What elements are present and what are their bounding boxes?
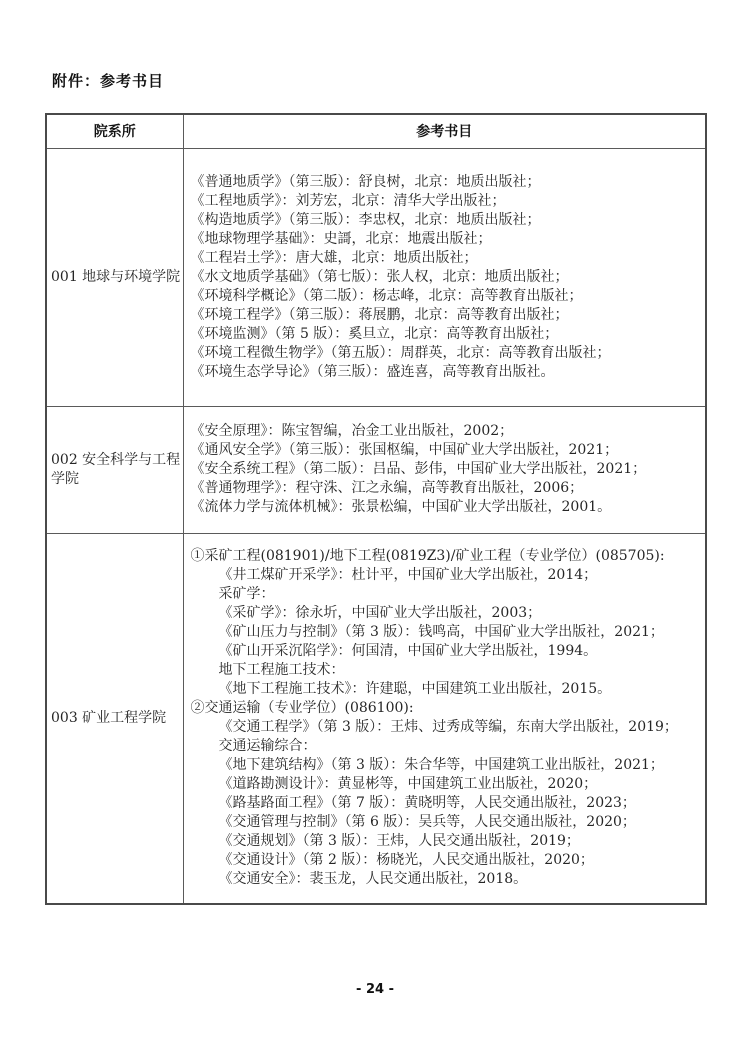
book-line: 《安全原理》：陈宝智编，冶金工业出版社，2002； (190, 423, 514, 439)
book-line: 《交通规划》（第 3 版）：王炜，人民交通出版社，2019； (218, 833, 580, 850)
attachment-title: 附件：参考书目 (52, 72, 165, 90)
book-line: 《交通设计》（第 2 版）：杨晓光，人民交通出版社，2020； (218, 852, 594, 869)
book-line: 《交通管理与控制》（第 6 版）：吴兵等，人民交通出版社，2020； (218, 814, 636, 831)
book-line: 《矿山开采沉陷学》：何国清，中国矿业大学出版社，1994。 (218, 643, 598, 660)
book-line: 《交通工程学》（第 3 版）：王炜、过秀成等编，东南大学出版社，2019； (218, 719, 678, 736)
table-row (46, 148, 706, 406)
department-cell: 001 地球与环境学院 (46, 148, 183, 406)
col-header-department: 院系所 (46, 114, 183, 148)
col-header-books: 参考书目 (183, 114, 706, 148)
books-cell (183, 148, 706, 406)
book-line: 《地球物理学基础》：史謌，北京：地震出版社； (190, 230, 492, 247)
book-line: 《环境工程学》（第三版）：蒋展鹏，北京：高等教育出版社； (190, 306, 569, 323)
book-line: 《工程岩土学》：唐大雄，北京：地质出版社； (190, 249, 478, 266)
book-line: ②交通运输（专业学位）(086100): (190, 700, 414, 717)
department-cell: 002 安全科学与工程学院 (46, 406, 183, 533)
book-line: 《地下工程施工技术》：许建聪，中国建筑工业出版社，2015。 (218, 681, 612, 698)
book-line: 《环境生态学导论》（第三版）：盛连喜，高等教育出版社。 (190, 363, 555, 380)
page-number: - 24 - (356, 982, 394, 997)
book-line: 《交通安全》：裴玉龙，人民交通出版社，2018。 (218, 871, 528, 888)
table-body (46, 148, 706, 904)
book-line: 《流体力学与流体机械》：张景松编，中国矿业大学出版社，2001。 (190, 499, 612, 515)
table-header-row (46, 114, 706, 148)
book-line: 《采矿学》：徐永圻，中国矿业大学出版社，2003； (218, 605, 542, 622)
book-line: ①采矿工程(081901)/地下工程(0819Z3)/矿业工程（专业学位）(085705): (190, 548, 665, 565)
table-row (46, 406, 706, 533)
book-line: 《环境科学概论》（第二版）：杨志峰，北京：高等教育出版社； (190, 287, 583, 304)
book-line: 《地下建筑结构》（第 3 版）：朱合华等，中国建筑工业出版社，2021； (218, 757, 664, 774)
book-line: 《环境工程微生物学》（第五版）：周群英，北京：高等教育出版社； (190, 344, 611, 361)
book-line: 《普通地质学》（第三版）：舒良树，北京：地质出版社； (190, 173, 541, 190)
book-line: 《路基路面工程》（第 7 版）：黄晓明等，人民交通出版社，2023； (218, 795, 636, 812)
table-row (46, 533, 706, 904)
books-cell (183, 533, 706, 904)
books-cell (183, 406, 706, 533)
reference-table (45, 113, 707, 905)
book-line: 《通风安全学》（第三版）：张国枢编，中国矿业大学出版社，2021； (190, 442, 619, 458)
book-line: 《矿山压力与控制》（第 3 版）：钱鸣高，中国矿业大学出版社，2021； (218, 624, 664, 641)
book-line: 《井工煤矿开采学》：杜计平，中国矿业大学出版社，2014； (218, 567, 598, 584)
book-line: 《工程地质学》：刘芳宏，北京：清华大学出版社； (190, 192, 506, 209)
book-line: 《构造地质学》（第三版）：李忠权，北京：地质出版社； (190, 211, 541, 228)
book-line: 《安全系统工程》（第二版）：吕品、彭伟，中国矿业大学出版社，2021； (190, 461, 647, 477)
book-line: 《道路勘测设计》：黄显彬等，中国建筑工业出版社，2020； (218, 776, 598, 793)
book-line: 《环境监测》（第 5 版）：奚旦立，北京：高等教育出版社； (190, 325, 559, 342)
book-line: 采矿学： (218, 586, 275, 603)
department-cell: 003 矿业工程学院 (46, 533, 183, 904)
book-line: 《普通物理学》：程守洙、江之永编，高等教育出版社，2006； (190, 480, 584, 496)
book-line: 交通运输综合： (218, 738, 317, 755)
book-line: 地下工程施工技术： (218, 662, 345, 679)
book-line: 《水文地质学基础》（第七版）：张人权，北京：地质出版社； (190, 268, 569, 285)
